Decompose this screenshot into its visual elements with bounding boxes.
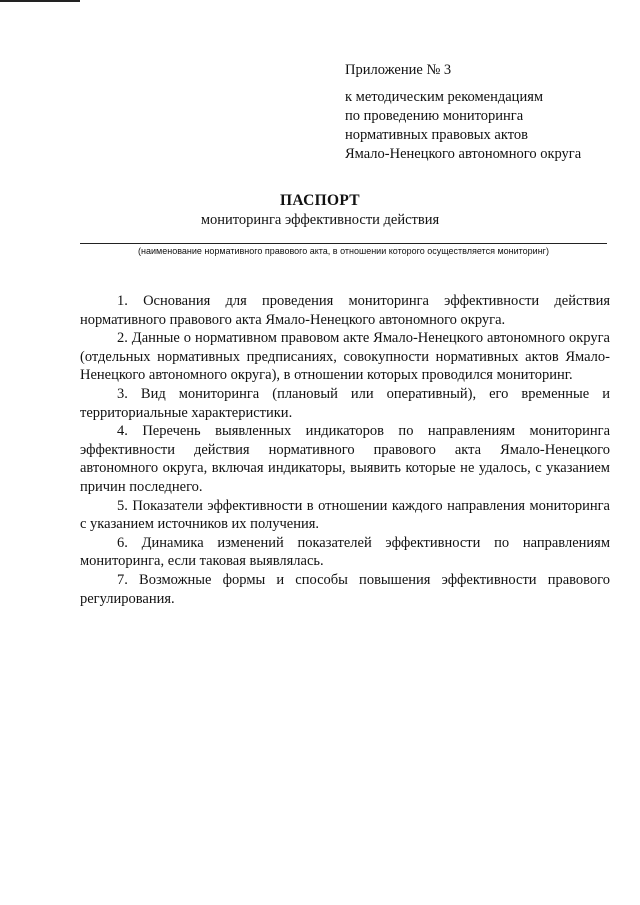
- list-item: 1. Основания для проведения мониторинга эффективности действия нормативного правового акта Ямало-Ненецкого автономного округа.: [80, 293, 610, 328]
- passport-subtitle: мониторинга эффективности действия: [200, 212, 440, 228]
- list-item: 7. Возможные формы и способы повышения эффективности правового регулирования.: [80, 571, 610, 607]
- appendix-line: Ямало-Ненецкого автономного округа: [345, 146, 582, 162]
- list-item: 5. Показатели эффективности в отношении каждого направления мониторинга с указанием источников их получения.: [80, 497, 610, 533]
- appendix-line: по проведению мониторинга: [345, 108, 524, 124]
- list-item: 4. Перечень выявленных индикаторов по направлениям мониторинга эффективности действия нормативного правового акта Ямало-Ненецкого автономного округа, включая индикаторы, выявить которые не удалось, с указанием причин последнего.: [80, 423, 610, 495]
- appendix-line: нормативных правовых актов: [345, 127, 528, 143]
- appendix-line: к методическим рекомендациям: [345, 89, 544, 105]
- passport-items-list: [80, 292, 610, 608]
- list-item: 2. Данные о нормативном правовом акте Ямало-Ненецкого автономного округа (отдельных нормативных предписаниях, совокупности нормативных актов Ямало-Ненецкого автономного округа), в отношении которых проводился мониторинг.: [80, 330, 610, 384]
- fill-in-line: [80, 243, 607, 244]
- fill-in-caption: (наименование нормативного правового акта, в отношении которого осуществляется мониторинг): [138, 246, 549, 256]
- list-item: 3. Вид мониторинга (плановый или оперативный), его временные и территориальные характеристики.: [80, 385, 610, 421]
- appendix-header: [345, 61, 635, 164]
- appendix-title: Приложение № 3: [345, 62, 452, 78]
- corner-rule: [0, 0, 80, 2]
- list-item: 6. Динамика изменений показателей эффективности по направлениям мониторинга, если таковая выявлялась.: [80, 534, 610, 570]
- passport-title: ПАСПОРТ: [280, 192, 360, 209]
